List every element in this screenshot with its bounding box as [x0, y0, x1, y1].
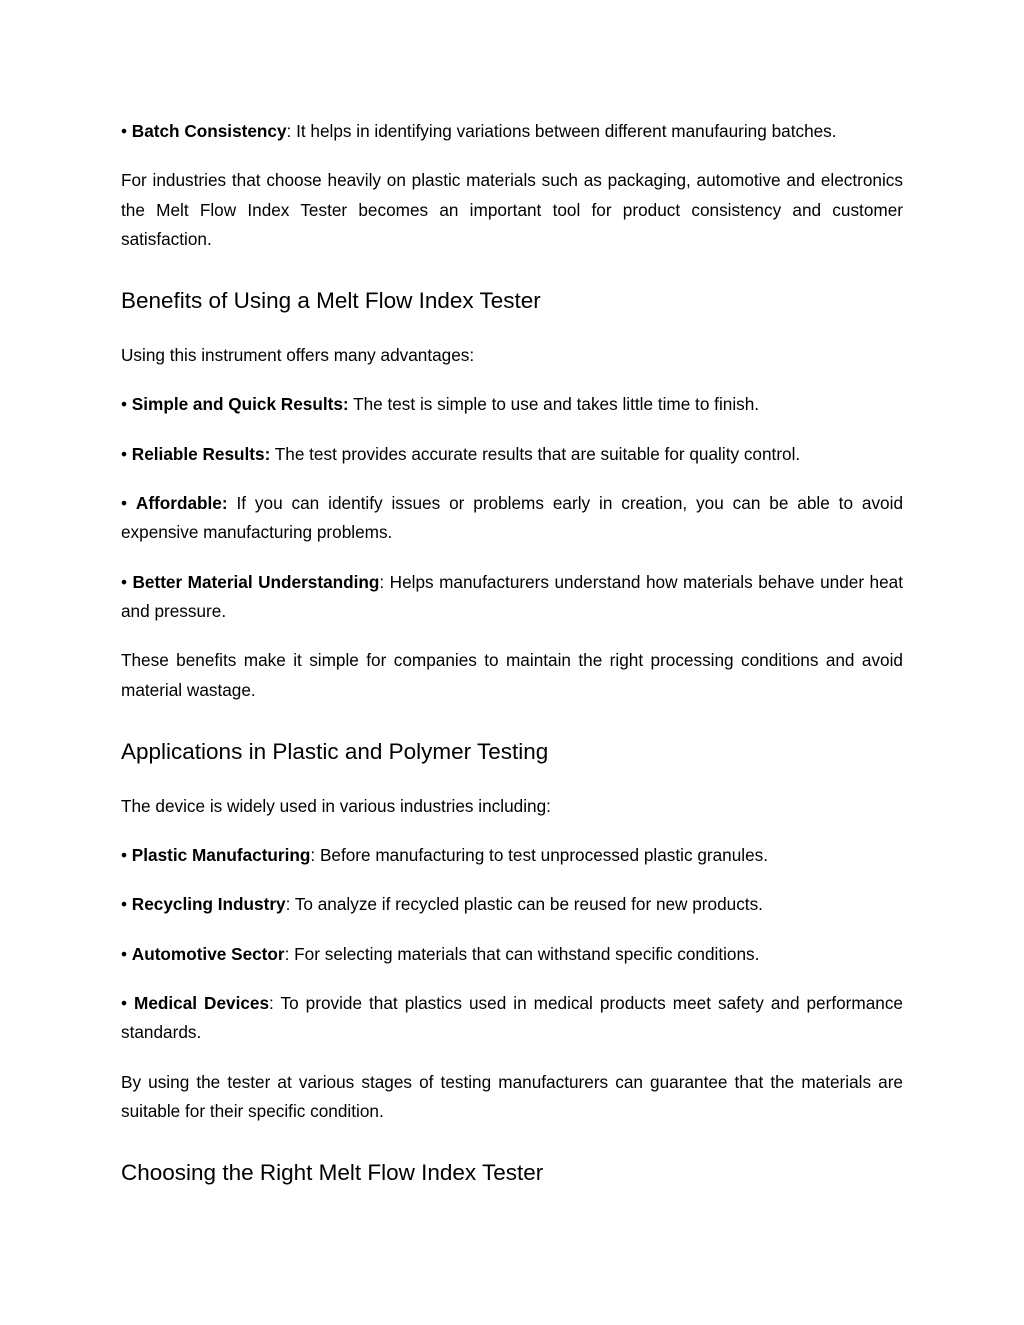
- paragraph-industries: For industries that choose heavily on plastic materials such as packaging, automotive and electronics the Melt Flow Index Tester becomes an important tool for product consistency and customer satisfaction.: [121, 170, 903, 249]
- bullet-text: It helps in identifying variations between different manufauring batches.: [291, 121, 837, 141]
- bullet-material-understanding: • Better Material Understanding: Helps manufacturers understand how materials behave under heat and pressure.: [121, 571, 903, 621]
- bullet-term: Plastic Manufacturing: [131, 845, 311, 866]
- paragraph-industries-intro: The device is widely used in various industries including:: [121, 795, 551, 816]
- bullet-text: To analyze if recycled plastic can be reused for new products.: [290, 894, 763, 915]
- bullet-term: Affordable:: [135, 493, 228, 514]
- bullet-text: For selecting materials that can withstand specific conditions.: [289, 943, 760, 964]
- bullet-term: Simple and Quick Results:: [131, 394, 349, 415]
- heading-applications: Applications in Plastic and Polymer Testing: [121, 738, 549, 764]
- bullet-automotive: • Automotive Sector: For selecting materials that can withstand specific conditions.: [121, 943, 760, 964]
- bullet-term: Medical Devices: [134, 993, 270, 1014]
- bullet-plastic-manufacturing: • Plastic Manufacturing: Before manufacturing to test unprocessed plastic granules.: [121, 845, 769, 866]
- paragraph-applications-summary: By using the tester at various stages of testing manufacturers can guarantee that the materials are suitable for their specific condition.: [121, 1071, 903, 1121]
- bullet-term: Automotive Sector: [131, 943, 285, 964]
- bullet-medical-devices: • Medical Devices: To provide that plastics used in medical products meet safety and performance standards.: [121, 993, 903, 1043]
- bullet-batch-consistency: • Batch Consistency: It helps in identifying variations between different manufauring batches.: [121, 121, 837, 141]
- bullet-term: Recycling Industry: [131, 894, 286, 915]
- bullet-term: Better Material Understanding: [132, 571, 380, 592]
- bullet-term: Batch Consistency: [131, 121, 287, 141]
- bullet-affordable: • Affordable: If you can identify issues or problems early in creation, you can be able to avoid expensive manufacturing problems.: [121, 493, 903, 543]
- heading-choosing: Choosing the Right Melt Flow Index Tester: [121, 1160, 544, 1186]
- bullet-text: The test provides accurate results that are suitable for quality control.: [270, 443, 801, 464]
- bullet-recycling: • Recycling Industry: To analyze if recycled plastic can be reused for new products.: [121, 894, 763, 915]
- bullet-text: Helps manufacturers understand how materials behave under heat and pressure.: [121, 571, 903, 621]
- paragraph-advantages-intro: Using this instrument offers many advantages:: [121, 345, 475, 366]
- bullet-term: Reliable Results:: [131, 443, 271, 464]
- paragraph-benefits-summary: These benefits make it simple for companies to maintain the right processing conditions and avoid material wastage.: [121, 650, 903, 700]
- heading-benefits: Benefits of Using a Melt Flow Index Tester: [121, 288, 541, 314]
- document-page: [121, 117, 903, 1188]
- bullet-simple-quick: • Simple and Quick Results: The test is simple to use and takes little time to finish.: [121, 394, 760, 415]
- bullet-text: To provide that plastics used in medical products meet safety and performance standards.: [121, 993, 903, 1043]
- bullet-text: Before manufacturing to test unprocessed plastic granules.: [315, 845, 769, 866]
- bullet-reliable: • Reliable Results: The test provides accurate results that are suitable for quality control.: [121, 443, 801, 464]
- bullet-text: The test is simple to use and takes little time to finish.: [348, 394, 760, 415]
- bullet-text: If you can identify issues or problems early in creation, you can be able to avoid expensive manufacturing problems.: [121, 493, 903, 543]
